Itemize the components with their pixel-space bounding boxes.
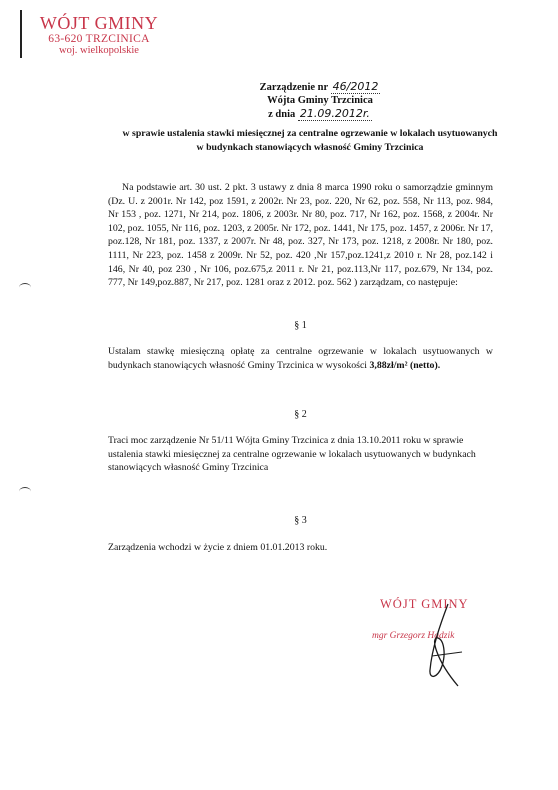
document-header <box>200 80 440 121</box>
scan-edge-mark <box>20 10 22 58</box>
stamp-line-1: WÓJT GMINY <box>39 13 159 33</box>
stamp-line-3: woj. wielkopolskie <box>59 44 139 56</box>
ordinance-title: Zarządzenie nr <box>259 82 328 93</box>
section-2-title: § 2 <box>294 409 307 420</box>
signature-stamp-name: mgr Grzegorz Hadzik <box>372 631 455 641</box>
section-2-text: Traci moc zarządzenie Nr 51/11 Wójta Gminy Trzcinica z dnia 13.10.2011 roku w sprawie ustalenia stawki miesięcznej za centralne ogrzewanie w lokalach usytuowanych w budynkach stanowiących własność Gminy Trzcinica <box>108 435 476 474</box>
heating-rate: 3,88zł/m² (netto). <box>369 359 441 371</box>
handwritten-signature <box>418 600 478 690</box>
office-stamp <box>34 14 164 56</box>
section-3-title: § 3 <box>294 515 307 526</box>
ordinance-date: 21.09.2012r. <box>299 107 370 120</box>
ordinance-number-line <box>200 80 440 94</box>
signature-stamp-title: WÓJT GMINY <box>380 597 469 611</box>
section-1-title: § 1 <box>294 320 307 331</box>
punch-hole-mark <box>19 283 31 292</box>
section-3-text: Zarządzenia wchodzi w życie z dniem 01.01.2013 roku. <box>108 542 328 553</box>
section-1-body: Ustalam stawkę miesięczną opłatę za centralne ogrzewanie w lokalach usytuowanych w budynkach stanowiących własność Gminy Trzcinica w wysokości <box>108 346 493 371</box>
document-subject: w sprawie ustalenia stawki miesięcznej za centralne ogrzewanie w lokalach usytuowanych w budynkach stanowiących własność Gminy Trzcinica <box>122 128 498 153</box>
issuer: Wójta Gminy Trzcinica <box>267 95 373 106</box>
legal-basis-paragraph: Na podstawie art. 30 ust. 2 pkt. 3 ustawy z dnia 8 marca 1990 roku o samorządzie gminnym (Dz. U. z 2001r. Nr 142, poz 1591, z 2002r. Nr 23, poz. 220, Nr 62, poz. 558, Nr 113, poz. 984, Nr 153 , poz. 1271, Nr 214, poz. 1806, z 2003r. Nr 80, poz. 717, Nr 162, poz. 1568, z 2004r. Nr 102, poz. 1055, Nr 116, poz. 1203, z 2005r. Nr 172, poz. 1441, Nr 175, poz. 1457, z 2006r. Nr 17, poz.128, Nr 181, poz. 1337, z 2007r. Nr 48, poz. 327, Nr 173, poz. 1218, z 2008r. Nr 180, poz. 1111, Nr 223, poz. 1458 z 2009r. Nr 52, poz. 420 ,Nr 157,poz.1241,z 2010 r. Nr 28, poz.142 i 146, Nr 40, poz 230 , Nr 106, poz.675,z 2011 r. Nr 21, poz.113,Nr 117, poz.679, Nr 134, poz. 777, Nr 149,poz.887, Nr 217, poz. 1281 oraz z 2012. poz. 562 ) zarządzam, co następuje: <box>108 182 493 289</box>
punch-hole-mark <box>19 487 31 496</box>
date-line <box>200 107 440 121</box>
ordinance-number: 46/2012 <box>332 80 379 93</box>
stamp-line-2: 63-620 TRZCINICA <box>48 32 150 45</box>
section-1-text <box>108 345 493 372</box>
date-label: z dnia <box>268 109 296 120</box>
